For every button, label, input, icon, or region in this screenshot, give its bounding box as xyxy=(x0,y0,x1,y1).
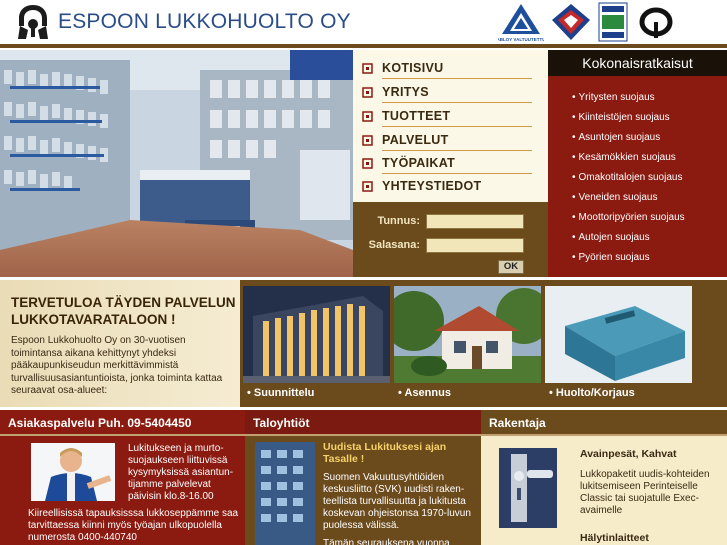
nav-label: YRITYS xyxy=(382,85,429,99)
tile-caption: • Suunnittelu xyxy=(243,383,390,403)
password-label: Salasana: xyxy=(368,239,420,251)
locksmith-photo xyxy=(31,443,115,501)
housing-heading: Taloyhtiöt xyxy=(245,410,481,436)
nav-underline xyxy=(382,126,532,127)
solution-link-asuntojen[interactable]: • Asuntojen suojaus xyxy=(572,132,660,143)
nav-bullet-icon xyxy=(361,86,374,99)
svg-text:ABLOY VALTUUTETTU: ABLOY VALTUUTETTU xyxy=(498,37,544,42)
password-input[interactable] xyxy=(426,238,524,253)
housing-article-title[interactable]: Uudista Lukituksesi ajan Tasalle ! xyxy=(323,441,447,465)
tile-suunnittelu[interactable] xyxy=(243,286,390,403)
solution-link-kesamokkien[interactable]: • Kesämökkien suojaus xyxy=(572,152,676,163)
tile-caption: • Asennus xyxy=(394,383,541,403)
nav-item-tyopaikat[interactable] xyxy=(361,152,546,174)
welcome-title: TERVETULOA TÄYDEN PALVELUN LUKKOTAVARATALOON ! xyxy=(11,295,236,327)
builder-product-title[interactable]: Avainpesät, Kahvat xyxy=(580,448,677,460)
nav-label: YHTEYSTIEDOT xyxy=(382,179,482,193)
apartment-building-photo xyxy=(255,442,315,545)
customer-service-text: Lukitukseen ja murto-suojaukseen liittuvissä kysymyksissä asiantun-tijamme palvelevat päivisin klo.8-16.00 xyxy=(128,443,234,502)
solution-link-moottoripyorien[interactable]: • Moottoripyörien suojaus xyxy=(572,212,685,223)
nav-bullet-icon xyxy=(361,62,374,75)
swirl-logo-icon xyxy=(636,2,676,42)
builder-panel xyxy=(481,410,727,545)
builder-product-next[interactable]: Hälytinlaitteet xyxy=(580,532,649,544)
nav-bullet-icon xyxy=(361,134,374,147)
main-navigation xyxy=(353,50,548,202)
company-logo-icon[interactable] xyxy=(14,2,52,42)
tile-asennus[interactable] xyxy=(394,286,541,403)
nav-item-yhteystiedot[interactable] xyxy=(361,175,546,197)
nav-item-palvelut[interactable] xyxy=(361,129,546,151)
solution-link-pyorien[interactable]: • Pyörien suojaus xyxy=(572,252,650,263)
solution-link-autojen[interactable]: • Autojen suojaus xyxy=(572,232,650,243)
login-ok-button[interactable]: OK xyxy=(498,260,524,274)
welcome-text-block xyxy=(0,280,240,407)
nav-item-tuotteet[interactable] xyxy=(361,105,546,127)
customer-service-panel xyxy=(0,410,245,545)
solution-link-veneiden[interactable]: • Veneiden suojaus xyxy=(572,192,657,203)
nav-bullet-icon xyxy=(361,157,374,170)
tile-caption: • Huolto/Korjaus xyxy=(545,383,692,403)
tile-huolto-korjaus[interactable] xyxy=(545,286,692,403)
solution-link-omakotitalojen[interactable]: • Omakotitalojen suojaus xyxy=(572,172,682,183)
nav-label: TYÖPAIKAT xyxy=(382,156,456,170)
housing-panel xyxy=(245,410,481,545)
nav-underline xyxy=(382,150,532,151)
nav-bullet-icon xyxy=(361,110,374,123)
nav-underline xyxy=(382,173,532,174)
partner-logo xyxy=(636,2,676,42)
locksmith-association-logo xyxy=(550,2,592,42)
shield-emblem-icon xyxy=(550,2,592,42)
header-divider xyxy=(0,44,727,48)
nav-bullet-icon xyxy=(361,180,374,193)
nav-label: TUOTTEET xyxy=(382,109,451,123)
nav-label: PALVELUT xyxy=(382,133,449,147)
store-interior-photo xyxy=(0,50,353,277)
solution-link-kiinteistojen[interactable]: • Kiinteistöjen suojaus xyxy=(572,112,670,123)
iso-badge-icon xyxy=(598,2,628,42)
username-label: Tunnus: xyxy=(377,215,420,227)
housing-article-body: Suomen Vakuutusyhtiöiden keskusliitto (SVK) uudisti raken-teellista turvallisuutta ja lukitusta koskevan ohjeistonsa 1970-luvun puolessa välissä. xyxy=(323,472,471,531)
abloy-authorized-logo xyxy=(498,2,544,42)
nav-item-kotisivu[interactable] xyxy=(361,57,546,79)
welcome-section xyxy=(0,280,727,407)
company-name: ESPOON LUKKOHUOLTO OY xyxy=(58,10,351,33)
solution-link-yritysten[interactable]: • Yritysten suojaus xyxy=(572,92,655,103)
solutions-title: Kokonaisratkaisut xyxy=(548,50,727,76)
nav-item-yritys[interactable] xyxy=(361,81,546,103)
quality-cert-logo xyxy=(598,2,628,42)
solutions-panel xyxy=(548,50,727,277)
housing-article-more: Tämän seurauksena vuonna xyxy=(323,538,450,545)
nav-underline xyxy=(382,78,532,79)
nav-label: KOTISIVU xyxy=(382,61,444,75)
username-input[interactable] xyxy=(426,214,524,229)
site-header xyxy=(0,0,727,44)
nav-underline xyxy=(382,102,532,103)
welcome-body: Espoon Lukkohuolto Oy on 30-vuotisen toimintansa aikana kehittynyt yhdeksi pääkaupunkiseudun merkittävimmistä turvallisuusasiantuntioista, jonka toiminta kattaa seuraavat osa-alueet: xyxy=(11,335,223,396)
login-panel xyxy=(353,202,548,277)
builder-heading: Rakentaja xyxy=(481,410,727,436)
door-lock-product-photo xyxy=(499,448,557,528)
emergency-contact-text: Kiireellisissä tapauksisssa lukkoseppämme saa tarvittaessa kiinni myös työajan ulkopuolella numerosta 0400-440740 xyxy=(28,508,239,543)
builder-product-body: Lukkopaketit uudis-kohteiden lukitsemiseen Perinteiselle Classic tai suojatulle Exec-avaimelle xyxy=(580,469,710,516)
customer-service-heading: Asiakaspalvelu Puh. 09-5404450 xyxy=(0,410,245,436)
store-shelves-image xyxy=(0,50,353,277)
abloy-triangle-icon xyxy=(498,2,544,42)
